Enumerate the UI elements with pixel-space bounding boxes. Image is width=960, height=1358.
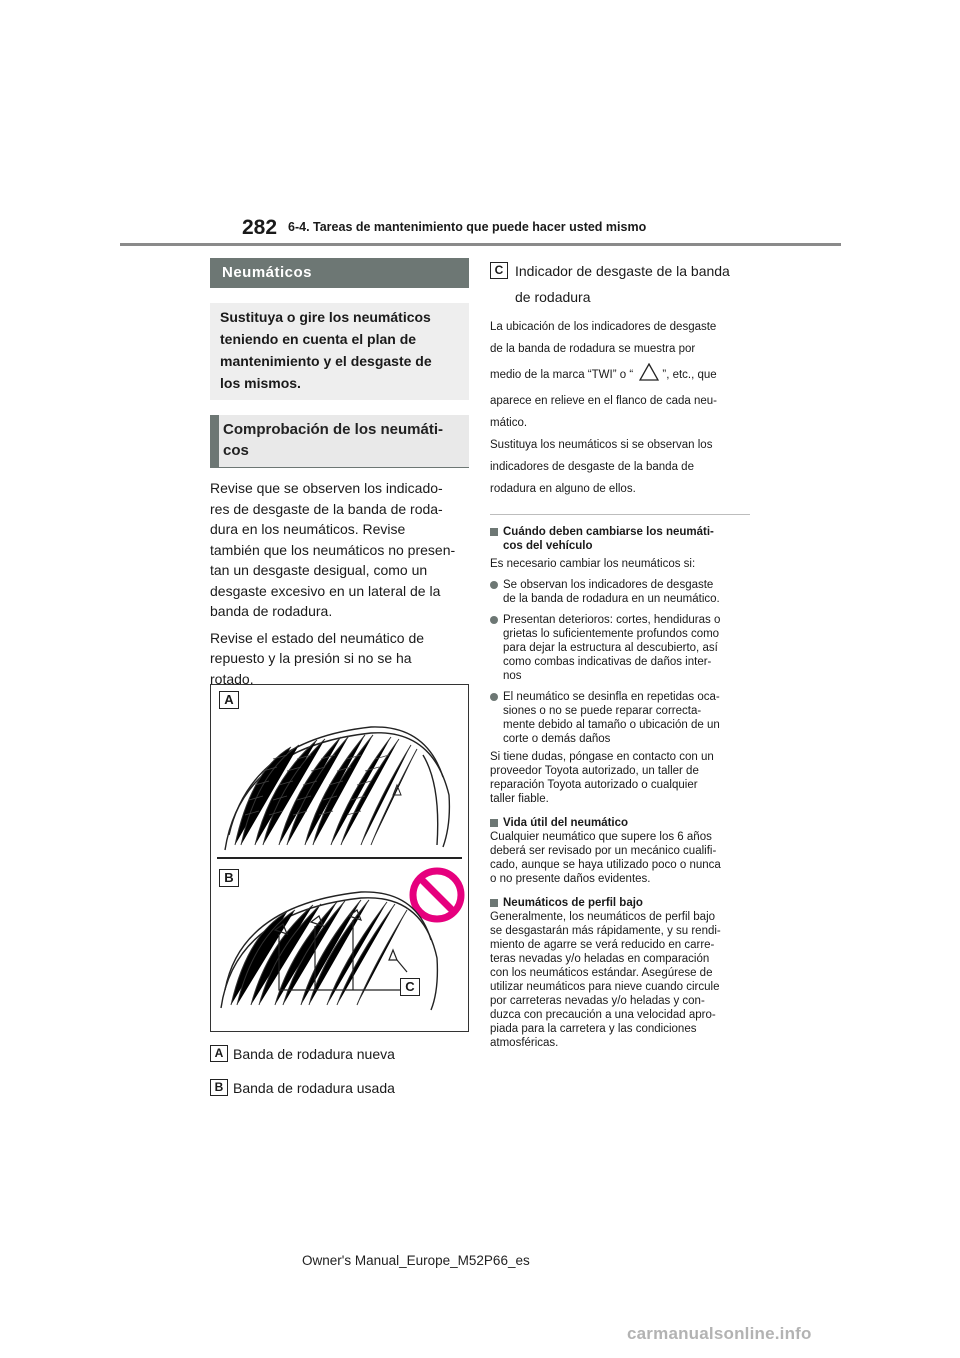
doubt-paragraph: Si tiene dudas, póngase en contacto con un proveedor Toyota autorizado, un taller de reparación Toyota autorizado o cualquier taller fiable. [490,751,714,805]
legend-key: A [210,1045,228,1062]
indicator-heading [490,258,750,284]
subsection-title-line: Comprobación de los neumáti- [223,421,444,438]
indicator-description [490,316,750,500]
summary-box [210,303,469,400]
legend-text: Banda de rodadura usada [233,1079,395,1096]
text-line: Revise que se observen los indicado- [210,480,443,496]
summary-line: los mismos. [220,375,301,391]
subsection-title-line: cos [223,442,249,459]
summary-line: mantenimiento y el desgaste de [220,353,432,369]
indicator-heading-text: de rodadura [515,289,591,305]
list-item: Presentan deterioros: cortes, hendiduras o grietas lo suficientemente profundos como para dejar la estructura al descubierto, así como combas indicativas de daños inter- nos [490,613,750,683]
left-column [210,258,469,689]
text-line: rodadura en alguno de ellos. [490,483,636,495]
list-item: El neumático se desinfla en repetidas oca- siones o no se puede reparar correcta- mente debido al tamaño o ubicación de un corte o demás daños [490,690,750,746]
header-rule [120,243,841,246]
text-line: tan un desgaste desigual, como un [210,562,428,578]
section-rule [490,514,750,515]
right-column [490,258,750,1050]
text-line: aparece en relieve en el flanco de cada neu- [490,395,717,407]
worn-tread-illustration [211,860,470,1030]
tire-life-heading: Vida útil del neumático [490,816,750,830]
square-bullet-icon [490,819,498,827]
paragraph-check-indicators [210,478,469,622]
text-line: mático. [490,417,528,429]
section-header-title: 6-4. Tareas de mantenimiento que puede hacer usted mismo [288,220,647,234]
figure-label-a: A [219,691,239,709]
low-profile-paragraph: Generalmente, los neumáticos de perfil bajo se desgastarán más rápidamente, y su rendi- miento de agarre se verá reducido en carre- teras nevadas y/o heladas en comparación con los neumáticos estándar. Asegúrese de utilizar neumáticos para nieve cuando circule por carreteras nevadas y/o heladas y con- duzca con precaución a una velocidad apro- piada para la carretera y las condiciones atmosféricas. [490,911,721,1049]
footer-manual-id: Owner's Manual_Europe_M52P66_es [302,1253,530,1268]
text-line: rotado. [210,670,254,687]
page-number: 282 [242,216,278,239]
legend-item-a [210,1045,395,1062]
legend-key: B [210,1079,228,1096]
tire-tread-figure [210,684,469,1032]
tire-life-paragraph: Cualquier neumático que supere los 6 años deberá ser revisado por un mecánico cualifi- cado, aunque se haya utilizado poco o nunca o no presente daños evidentes. [490,831,721,885]
text-line: La ubicación de los indicadores de desgaste [490,321,717,333]
text-line: res de desgaste de la banda de roda- [210,500,443,517]
text-line: Revise el estado del neumático de [210,629,425,646]
section-title-bar: Neumáticos [210,258,469,288]
when-to-replace-heading: Cuándo deben cambiarse los neumáti- cos del vehículo [490,525,750,553]
square-bullet-icon [490,528,498,536]
legend-key: C [490,262,508,279]
list-item: Se observan los indicadores de desgaste de la banda de rodadura en un neumático. [490,578,750,606]
text-line: indicadores de desgaste de la banda de [490,461,694,473]
text-line: dura en los neumáticos. Revise [210,521,406,537]
subsection-title [210,415,469,468]
legend-text: Banda de rodadura nueva [233,1045,395,1062]
indicator-heading-text: Indicador de desgaste de la banda [515,263,730,279]
square-bullet-icon [490,899,498,907]
when-intro: Es necesario cambiar los neumáticos si: [490,558,696,570]
text-line: repuesto y la presión si no se ha [210,650,412,666]
summary-line: teniendo en cuenta el plan de [220,331,417,347]
triangle-mark-icon [639,363,659,381]
text-line: desgaste excesivo en un lateral de la [210,582,441,599]
bullet-dot-icon [490,616,498,624]
summary-line: Sustituya o gire los neumáticos [220,309,431,325]
legend-item-b [210,1079,395,1096]
figure-divider [217,857,462,859]
text-line: medio de la marca “TWI” o “ ”, etc., que [490,360,750,390]
text-line: banda de rodadura. [210,603,333,619]
figure-label-b: B [219,869,239,887]
text-line: Sustituya los neumáticos si se observan los [490,439,713,451]
text-line: también que los neumáticos no presen- [210,541,456,558]
bullet-dot-icon [490,581,498,589]
watermark: carmanualsonline.info [627,1324,812,1343]
low-profile-heading: Neumáticos de perfil bajo [490,896,750,910]
figure-label-c: C [400,978,420,996]
text-line: de la banda de rodadura se muestra por [490,343,696,355]
paragraph-spare-tire [210,628,469,690]
new-tread-illustration [211,685,470,860]
bullet-dot-icon [490,693,498,701]
